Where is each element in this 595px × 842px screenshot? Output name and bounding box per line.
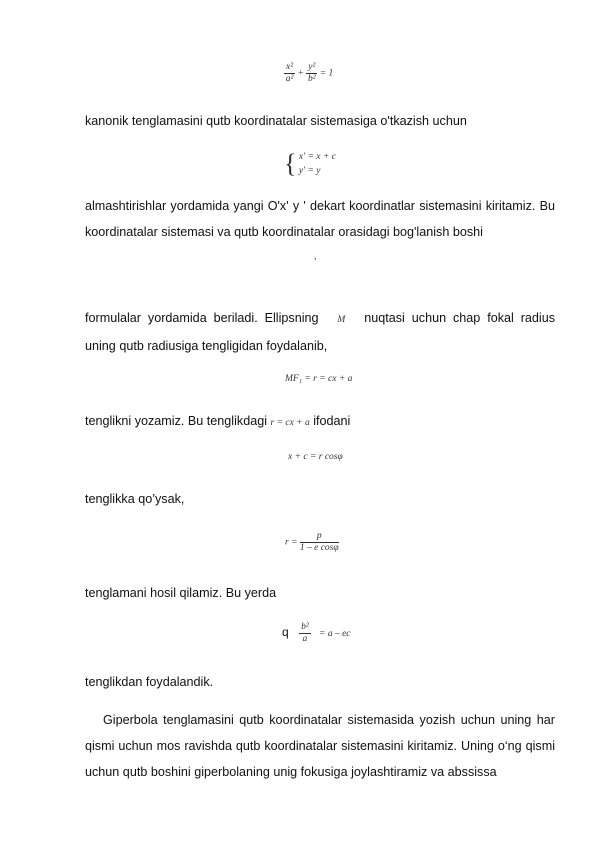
- q-denominator: a: [302, 634, 308, 644]
- formula-x-plus-c: x + c = r cosφ: [288, 452, 343, 462]
- paragraph-5: tenglikka qo’ysak,: [85, 492, 185, 506]
- paragraph-3-end: nuqtasi uchun chap fokal radius uning qutb radiusiga tengligidan foydalanib,: [85, 311, 555, 353]
- brace-symbol: {: [284, 149, 297, 178]
- formula-relation-placeholder: ,: [314, 252, 317, 262]
- system-line-2: y' = y: [298, 166, 321, 176]
- paragraph-6: tenglamani hosil qilamiz. Bu yerda: [85, 586, 277, 600]
- q-numerator: b²: [301, 622, 309, 632]
- point-m: M: [337, 315, 346, 325]
- paragraph-7: tenglikdan foydalandik.: [85, 675, 214, 689]
- q-tail: = a – ec: [319, 628, 351, 639]
- paragraph-3-start: formulalar yordamida beriladi. Ellipsning: [85, 311, 319, 325]
- formula-focal-radius: MF₁ = r = cx + a: [285, 374, 353, 384]
- fraction-x-over-a: $\frac{\text{x²}}{\text{a²}}$: [285, 62, 294, 84]
- paragraph-8: Giperbola tenglamasini qutb koordinatalar sistemasida yozish uchun uning har qismi uchun mos ravishda qutb koordinatalar sistemasini kiritamiz. Uning o‘ng qismi uchun qutb boshini giperbolaning unig fokusiga joylashtiramiz va abssissa: [85, 713, 555, 779]
- q-symbol: q: [282, 624, 289, 639]
- paragraph-3: [85, 305, 555, 359]
- fraction-y-over-b: $\frac{\text{y²}}{\text{b²}}$: [307, 62, 316, 84]
- paragraph-4-end: ifodani: [313, 414, 351, 428]
- paragraph-4: [85, 408, 555, 436]
- paragraph-1: kanonik tenglamasini qutb koordinatalar sistemasiga o'tkazish uchun: [85, 114, 467, 128]
- formula-substitution-system: [284, 150, 336, 178]
- polar-fraction: [300, 531, 339, 554]
- polar-numerator: p: [300, 531, 339, 543]
- system-line-1: x' = x + c: [298, 152, 336, 162]
- formula-polar-equation: [285, 531, 339, 554]
- inline-formula-r: r = cx + a: [270, 418, 310, 428]
- q-fraction: [299, 622, 311, 645]
- polar-denominator: 1 – e cosφ: [299, 543, 339, 553]
- formula-parameter-q: [282, 622, 351, 645]
- paragraph-4-start: tenglikni yozamiz. Bu tenglikdagi: [85, 414, 268, 428]
- paragraph-2: almashtirishlar yordamida yangi O'x' y ' dekart koordinatlar sistemasini kiritamiz. Bu koordinatalar sistemasi va qutb koordinatalar orasidagi bog'lanish boshi: [85, 199, 555, 239]
- formula-ellipse-canonical: $\frac{\text{x²}}{\text{a²}}$ + $\frac{\text{y²}}{\text{b²}}$ = 1: [285, 62, 334, 84]
- polar-lhs: r =: [285, 537, 298, 548]
